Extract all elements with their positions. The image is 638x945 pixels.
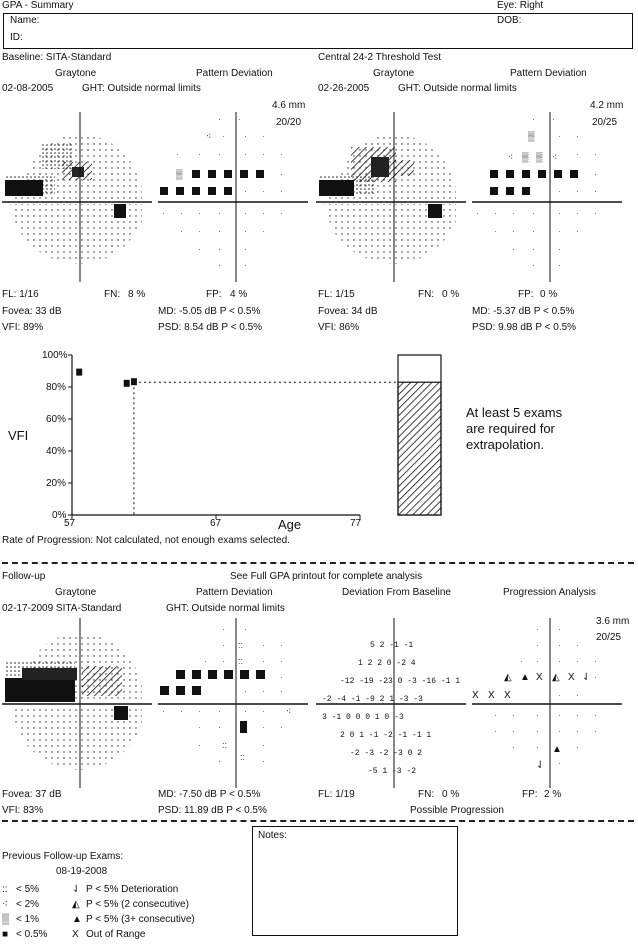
exam1-fl: FL: 1/16 bbox=[2, 289, 39, 300]
deterioration-icon: ⇃ bbox=[72, 884, 81, 895]
dob-label: DOB: bbox=[497, 15, 522, 26]
rate-of-progression: Rate of Progression: Not calculated, not enough exams selected. bbox=[2, 535, 290, 546]
report-title: GPA - Summary bbox=[2, 0, 74, 11]
followup-graytone-plot bbox=[2, 618, 152, 788]
svg-text:·: · bbox=[576, 150, 579, 159]
svg-text:·: · bbox=[262, 687, 265, 696]
svg-text:·: · bbox=[244, 132, 247, 141]
legend-item: ▒ < 1% bbox=[2, 914, 40, 925]
svg-text:·: · bbox=[594, 657, 597, 666]
svg-text:▲: ▲ bbox=[552, 744, 562, 755]
vfi-xtick-57: 57 bbox=[64, 518, 76, 529]
notes-box bbox=[252, 826, 458, 936]
svg-text:·: · bbox=[244, 625, 247, 634]
svg-text:·: · bbox=[218, 707, 221, 716]
legend-item: ■ < 0.5% bbox=[2, 929, 48, 940]
svg-text:·: · bbox=[218, 209, 221, 218]
svg-text:·: · bbox=[558, 641, 561, 650]
exam2-graytone-plot bbox=[316, 112, 466, 282]
followup-vfi: VFI: 83% bbox=[2, 805, 44, 816]
svg-text:·: · bbox=[280, 150, 283, 159]
svg-text:·: · bbox=[512, 209, 515, 218]
svg-text:·: · bbox=[558, 625, 561, 634]
deviation-row-4: -2 -4 -1 -9 2 1 -3 -3 bbox=[322, 695, 423, 704]
svg-text:·: · bbox=[512, 743, 515, 752]
followup-progression-plot bbox=[472, 618, 622, 788]
svg-text:·: · bbox=[558, 711, 561, 720]
svg-text:·: · bbox=[262, 723, 265, 732]
svg-text:·: · bbox=[512, 727, 515, 736]
exam1-fp: 4 % bbox=[230, 289, 248, 300]
svg-text:⁖: ⁖ bbox=[206, 131, 212, 141]
exam2-fn-label: FN: bbox=[418, 289, 435, 300]
svg-text:·: · bbox=[222, 641, 225, 650]
previous-exams-label: Previous Follow-up Exams: bbox=[2, 851, 124, 862]
svg-text:·: · bbox=[558, 227, 561, 236]
svg-text:·: · bbox=[218, 115, 221, 124]
followup-deviation-header: Deviation From Baseline bbox=[342, 587, 451, 598]
lt2-icon: ⁖ bbox=[2, 899, 8, 910]
deviation-row-5: 3 -1 0 0 0 1 0 -3 bbox=[322, 713, 404, 722]
exam2-graytone-header: Graytone bbox=[373, 68, 415, 79]
vfi-ytick-100: 100% bbox=[42, 350, 68, 361]
svg-text:·: · bbox=[536, 711, 539, 720]
svg-text:▒: ▒ bbox=[176, 169, 183, 179]
svg-text:·: · bbox=[218, 757, 221, 766]
vfi-plot bbox=[0, 340, 470, 535]
vfi-bar-fill bbox=[398, 382, 441, 515]
svg-text:·: · bbox=[536, 657, 539, 666]
exam2-md: MD: -5.37 dB P < 0.5% bbox=[472, 306, 575, 317]
svg-text:·: · bbox=[280, 657, 283, 666]
exam2-fp-label: FP: bbox=[518, 289, 534, 300]
svg-text:·: · bbox=[218, 150, 221, 159]
svg-text:·: · bbox=[244, 261, 247, 270]
svg-text:·: · bbox=[536, 625, 539, 634]
legend-right bbox=[72, 882, 195, 942]
svg-text:·: · bbox=[244, 687, 247, 696]
followup-psd: PSD: 11.89 dB P < 0.5% bbox=[158, 805, 267, 816]
svg-text:▒: ▒ bbox=[528, 131, 535, 141]
svg-text:·: · bbox=[558, 691, 561, 700]
svg-text:⁖: ⁖ bbox=[508, 152, 514, 162]
svg-text:·: · bbox=[532, 261, 535, 270]
svg-text:·: · bbox=[244, 245, 247, 254]
svg-text:·: · bbox=[594, 150, 597, 159]
deviation-values bbox=[322, 637, 461, 781]
svg-text:·: · bbox=[558, 657, 561, 666]
exam2-pupil: 4.2 mm bbox=[590, 100, 624, 111]
see-full-gpa: See Full GPA printout for complete analysis bbox=[230, 571, 423, 582]
exam1-graytone-plot bbox=[2, 112, 152, 282]
svg-text:·: · bbox=[494, 209, 497, 218]
svg-text:·: · bbox=[198, 707, 201, 716]
svg-text:◭: ◭ bbox=[504, 672, 512, 683]
svg-text:·: · bbox=[238, 115, 241, 124]
svg-text:·: · bbox=[552, 115, 555, 124]
exam2-date: 02-26-2005 bbox=[318, 83, 370, 94]
followup-fn-label: FN: bbox=[418, 789, 435, 800]
svg-text:·: · bbox=[244, 187, 247, 196]
exam2-fn: 0 % bbox=[442, 289, 460, 300]
svg-text:·: · bbox=[262, 707, 265, 716]
svg-text:·: · bbox=[162, 707, 165, 716]
followup-pattern-deviation-plot bbox=[158, 618, 308, 788]
exam1-pupil: 4.6 mm bbox=[272, 100, 306, 111]
followup-label: Follow-up bbox=[2, 571, 46, 582]
legend-item: ⇃ P < 5% Deterioration bbox=[72, 884, 179, 895]
exam2-ght: GHT: Outside normal limits bbox=[398, 83, 517, 94]
exam1-pattern-header: Pattern Deviation bbox=[196, 68, 273, 79]
svg-text:·: · bbox=[280, 723, 283, 732]
exam1-psd: PSD: 8.54 dB P < 0.5% bbox=[158, 322, 263, 333]
svg-text:·: · bbox=[280, 673, 283, 682]
exam1-va: 20/20 bbox=[276, 117, 302, 128]
vfi-age-label: Age bbox=[278, 517, 302, 532]
svg-text:·: · bbox=[198, 245, 201, 254]
svg-text:·: · bbox=[198, 209, 201, 218]
svg-text:·: · bbox=[204, 657, 207, 666]
svg-text:·: · bbox=[262, 757, 265, 766]
svg-text:·: · bbox=[262, 741, 265, 750]
svg-text:·: · bbox=[244, 209, 247, 218]
svg-text:·: · bbox=[576, 711, 579, 720]
svg-text:::: :: bbox=[238, 640, 244, 650]
svg-text:·: · bbox=[576, 209, 579, 218]
svg-text:◭: ◭ bbox=[552, 672, 560, 683]
triangle-icon: ▲ bbox=[72, 914, 82, 925]
lt5-icon: :: bbox=[2, 884, 8, 895]
followup-fp: 2 % bbox=[544, 789, 562, 800]
vfi-note-2: are required for bbox=[466, 421, 555, 436]
legend-left bbox=[2, 882, 47, 942]
svg-text:·: · bbox=[222, 132, 225, 141]
svg-text:·: · bbox=[494, 711, 497, 720]
svg-text:·: · bbox=[280, 641, 283, 650]
svg-text:·: · bbox=[198, 741, 201, 750]
svg-text:·: · bbox=[280, 187, 283, 196]
followup-ght: GHT: Outside normal limits bbox=[166, 603, 285, 614]
deviation-row-8: -5 1 -3 -2 bbox=[368, 767, 417, 776]
id-label: ID: bbox=[10, 32, 23, 43]
svg-text:·: · bbox=[262, 150, 265, 159]
svg-text:·: · bbox=[180, 209, 183, 218]
svg-text:·: · bbox=[162, 209, 165, 218]
svg-text:·: · bbox=[262, 132, 265, 141]
exam1-fn-label: FN: bbox=[104, 289, 121, 300]
vfi-ytick-80: 80% bbox=[46, 382, 67, 393]
svg-text:·: · bbox=[576, 727, 579, 736]
svg-text:X: X bbox=[536, 672, 543, 683]
section-divider-2 bbox=[2, 820, 634, 822]
exam2-pattern-header: Pattern Deviation bbox=[510, 68, 587, 79]
deviation-row-1: 5 2 -1 -1 bbox=[370, 641, 414, 650]
exam2-fl: FL: 1/15 bbox=[318, 289, 355, 300]
svg-text:·: · bbox=[198, 227, 201, 236]
svg-text:·: · bbox=[218, 723, 221, 732]
followup-fl: FL: 1/19 bbox=[318, 789, 355, 800]
svg-text:·: · bbox=[532, 209, 535, 218]
legend-item: X Out of Range bbox=[72, 929, 146, 940]
svg-text:·: · bbox=[512, 711, 515, 720]
half-triangle-icon: ◭ bbox=[72, 899, 80, 910]
svg-text:·: · bbox=[280, 209, 283, 218]
svg-text:·: · bbox=[576, 743, 579, 752]
vfi-point-2 bbox=[124, 380, 130, 387]
svg-text:·: · bbox=[262, 187, 265, 196]
deviation-row-2: 1 2 2 0 -2 4 bbox=[358, 659, 416, 668]
svg-text:·: · bbox=[218, 227, 221, 236]
notes-label: Notes: bbox=[258, 830, 287, 841]
exam2-vfi: VFI: 86% bbox=[318, 322, 360, 333]
svg-text:::: :: bbox=[238, 656, 244, 666]
svg-text:·: · bbox=[198, 150, 201, 159]
vfi-note-1: At least 5 exams bbox=[466, 405, 563, 420]
svg-text:·: · bbox=[532, 245, 535, 254]
test-name: Central 24-2 Threshold Test bbox=[318, 52, 442, 63]
out-of-range-icon: X bbox=[72, 929, 79, 940]
svg-text:·: · bbox=[576, 227, 579, 236]
svg-text:·: · bbox=[262, 227, 265, 236]
followup-va: 20/25 bbox=[596, 632, 622, 643]
exam2-fp: 0 % bbox=[540, 289, 558, 300]
followup-fn: 0 % bbox=[442, 789, 460, 800]
lt05-icon: ■ bbox=[2, 929, 9, 940]
svg-text:·: · bbox=[512, 245, 515, 254]
svg-text:·: · bbox=[244, 227, 247, 236]
followup-fp-label: FP: bbox=[522, 789, 538, 800]
svg-text:·: · bbox=[594, 187, 597, 196]
exam2-fovea: Fovea: 34 dB bbox=[318, 306, 378, 317]
vfi-ytick-20: 20% bbox=[46, 478, 67, 489]
svg-text:·: · bbox=[218, 245, 221, 254]
exam1-fp-label: FP: bbox=[206, 289, 222, 300]
svg-text:::: :: bbox=[240, 752, 246, 762]
svg-text:·: · bbox=[262, 209, 265, 218]
exam2-pattern-deviation-plot bbox=[472, 112, 622, 282]
vfi-point-1 bbox=[76, 369, 82, 376]
baseline-label: Baseline: SITA-Standard bbox=[2, 52, 112, 63]
svg-text:·: · bbox=[558, 261, 561, 270]
deviation-row-7: -2 -3 -2 -3 0 2 bbox=[350, 749, 423, 758]
svg-text:·: · bbox=[576, 187, 579, 196]
svg-text:·: · bbox=[532, 227, 535, 236]
followup-graytone-header: Graytone bbox=[55, 587, 97, 598]
svg-text:·: · bbox=[558, 187, 561, 196]
followup-pattern-header: Pattern Deviation bbox=[196, 587, 273, 598]
svg-text:·: · bbox=[532, 115, 535, 124]
svg-text:·: · bbox=[512, 227, 515, 236]
svg-text:·: · bbox=[262, 641, 265, 650]
svg-text:·: · bbox=[176, 150, 179, 159]
svg-text:·: · bbox=[262, 657, 265, 666]
legend-item: ⁖ < 2% bbox=[2, 899, 40, 910]
svg-text:·: · bbox=[536, 641, 539, 650]
svg-text:·: · bbox=[558, 727, 561, 736]
svg-text:·: · bbox=[520, 657, 523, 666]
svg-text:·: · bbox=[536, 727, 539, 736]
svg-text:·: · bbox=[594, 727, 597, 736]
exam1-pattern-deviation-plot bbox=[158, 112, 308, 282]
svg-text:·: · bbox=[558, 759, 561, 768]
exam2-va: 20/25 bbox=[592, 117, 618, 128]
vfi-ytick-0: 0% bbox=[52, 510, 67, 521]
exam1-date: 02-08-2005 bbox=[2, 83, 54, 94]
svg-text:·: · bbox=[536, 743, 539, 752]
svg-text:·: · bbox=[180, 707, 183, 716]
svg-text:·: · bbox=[180, 227, 183, 236]
followup-pupil: 3.6 mm bbox=[596, 616, 630, 627]
svg-text:·: · bbox=[244, 707, 247, 716]
svg-text:·: · bbox=[576, 132, 579, 141]
patient-info-box bbox=[3, 13, 633, 49]
svg-text:·: · bbox=[280, 170, 283, 179]
svg-text:·: · bbox=[222, 657, 225, 666]
svg-text:⁖: ⁖ bbox=[552, 152, 558, 162]
svg-text:·: · bbox=[594, 673, 597, 682]
svg-text:·: · bbox=[558, 209, 561, 218]
svg-text:·: · bbox=[494, 227, 497, 236]
svg-text:·: · bbox=[576, 641, 579, 650]
svg-text:::: :: bbox=[222, 740, 228, 750]
exam1-fn: 8 % bbox=[128, 289, 146, 300]
svg-text:·: · bbox=[280, 687, 283, 696]
exam1-vfi: VFI: 89% bbox=[2, 322, 44, 333]
vfi-ytick-40: 40% bbox=[46, 446, 67, 457]
followup-fovea: Fovea: 37 dB bbox=[2, 789, 62, 800]
name-label: Name: bbox=[10, 15, 40, 26]
deviation-row-3: -12 -19 -23 0 -3 -16 -1 1 bbox=[340, 677, 461, 686]
exam1-fovea: Fovea: 33 dB bbox=[2, 306, 62, 317]
svg-text:X: X bbox=[504, 690, 511, 701]
followup-md: MD: -7.50 dB P < 0.5% bbox=[158, 789, 261, 800]
svg-text:·: · bbox=[594, 209, 597, 218]
svg-text:·: · bbox=[494, 727, 497, 736]
svg-text:·: · bbox=[218, 261, 221, 270]
svg-text:·: · bbox=[222, 625, 225, 634]
svg-text:⁖: ⁖ bbox=[286, 706, 292, 716]
svg-text:·: · bbox=[558, 132, 561, 141]
vfi-note-3: extrapolation. bbox=[466, 437, 545, 452]
deviation-row-6: 2 0 1 -1 -2 -1 -1 1 bbox=[340, 731, 432, 740]
exam1-md: MD: -5.05 dB P < 0.5% bbox=[158, 306, 261, 317]
svg-text:X: X bbox=[488, 690, 495, 701]
vfi-xtick-67: 67 bbox=[210, 518, 222, 529]
exam1-ght: GHT: Outside normal limits bbox=[82, 83, 201, 94]
exam1-graytone-header: Graytone bbox=[55, 68, 97, 79]
vfi-xtick-77: 77 bbox=[350, 518, 362, 529]
followup-date: 02-17-2009 SITA-Standard bbox=[2, 603, 122, 614]
vfi-ytick-60: 60% bbox=[46, 414, 67, 425]
svg-text:▲: ▲ bbox=[520, 672, 530, 683]
eye-label: Eye: Right bbox=[497, 0, 544, 11]
svg-text:·: · bbox=[244, 150, 247, 159]
followup-progression-header: Progression Analysis bbox=[503, 587, 596, 598]
lt1-icon: ▒ bbox=[2, 914, 10, 925]
legend-item: ◭ P < 5% (2 consecutive) bbox=[72, 899, 189, 910]
svg-text:·: · bbox=[558, 245, 561, 254]
svg-text:·: · bbox=[198, 723, 201, 732]
legend-item: :: < 5% bbox=[2, 884, 40, 895]
previous-exam-date: 08-19-2008 bbox=[56, 866, 108, 877]
svg-text:·: · bbox=[576, 691, 579, 700]
svg-text:·: · bbox=[476, 209, 479, 218]
svg-text:▒: ▒ bbox=[536, 152, 543, 162]
possible-progression: Possible Progression bbox=[410, 805, 504, 816]
svg-text:⇃: ⇃ bbox=[582, 672, 591, 683]
svg-text:·: · bbox=[576, 657, 579, 666]
svg-text:X: X bbox=[568, 672, 575, 683]
svg-text:▒: ▒ bbox=[522, 152, 529, 162]
exam2-psd: PSD: 9.98 dB P < 0.5% bbox=[472, 322, 577, 333]
svg-text:⇃: ⇃ bbox=[536, 760, 545, 771]
svg-text:X: X bbox=[472, 690, 479, 701]
legend-item: ▲ P < 5% (3+ consecutive) bbox=[72, 914, 195, 925]
svg-text:·: · bbox=[594, 711, 597, 720]
svg-text:·: · bbox=[594, 170, 597, 179]
vfi-axis-label: VFI bbox=[8, 428, 29, 443]
section-divider bbox=[2, 562, 634, 564]
